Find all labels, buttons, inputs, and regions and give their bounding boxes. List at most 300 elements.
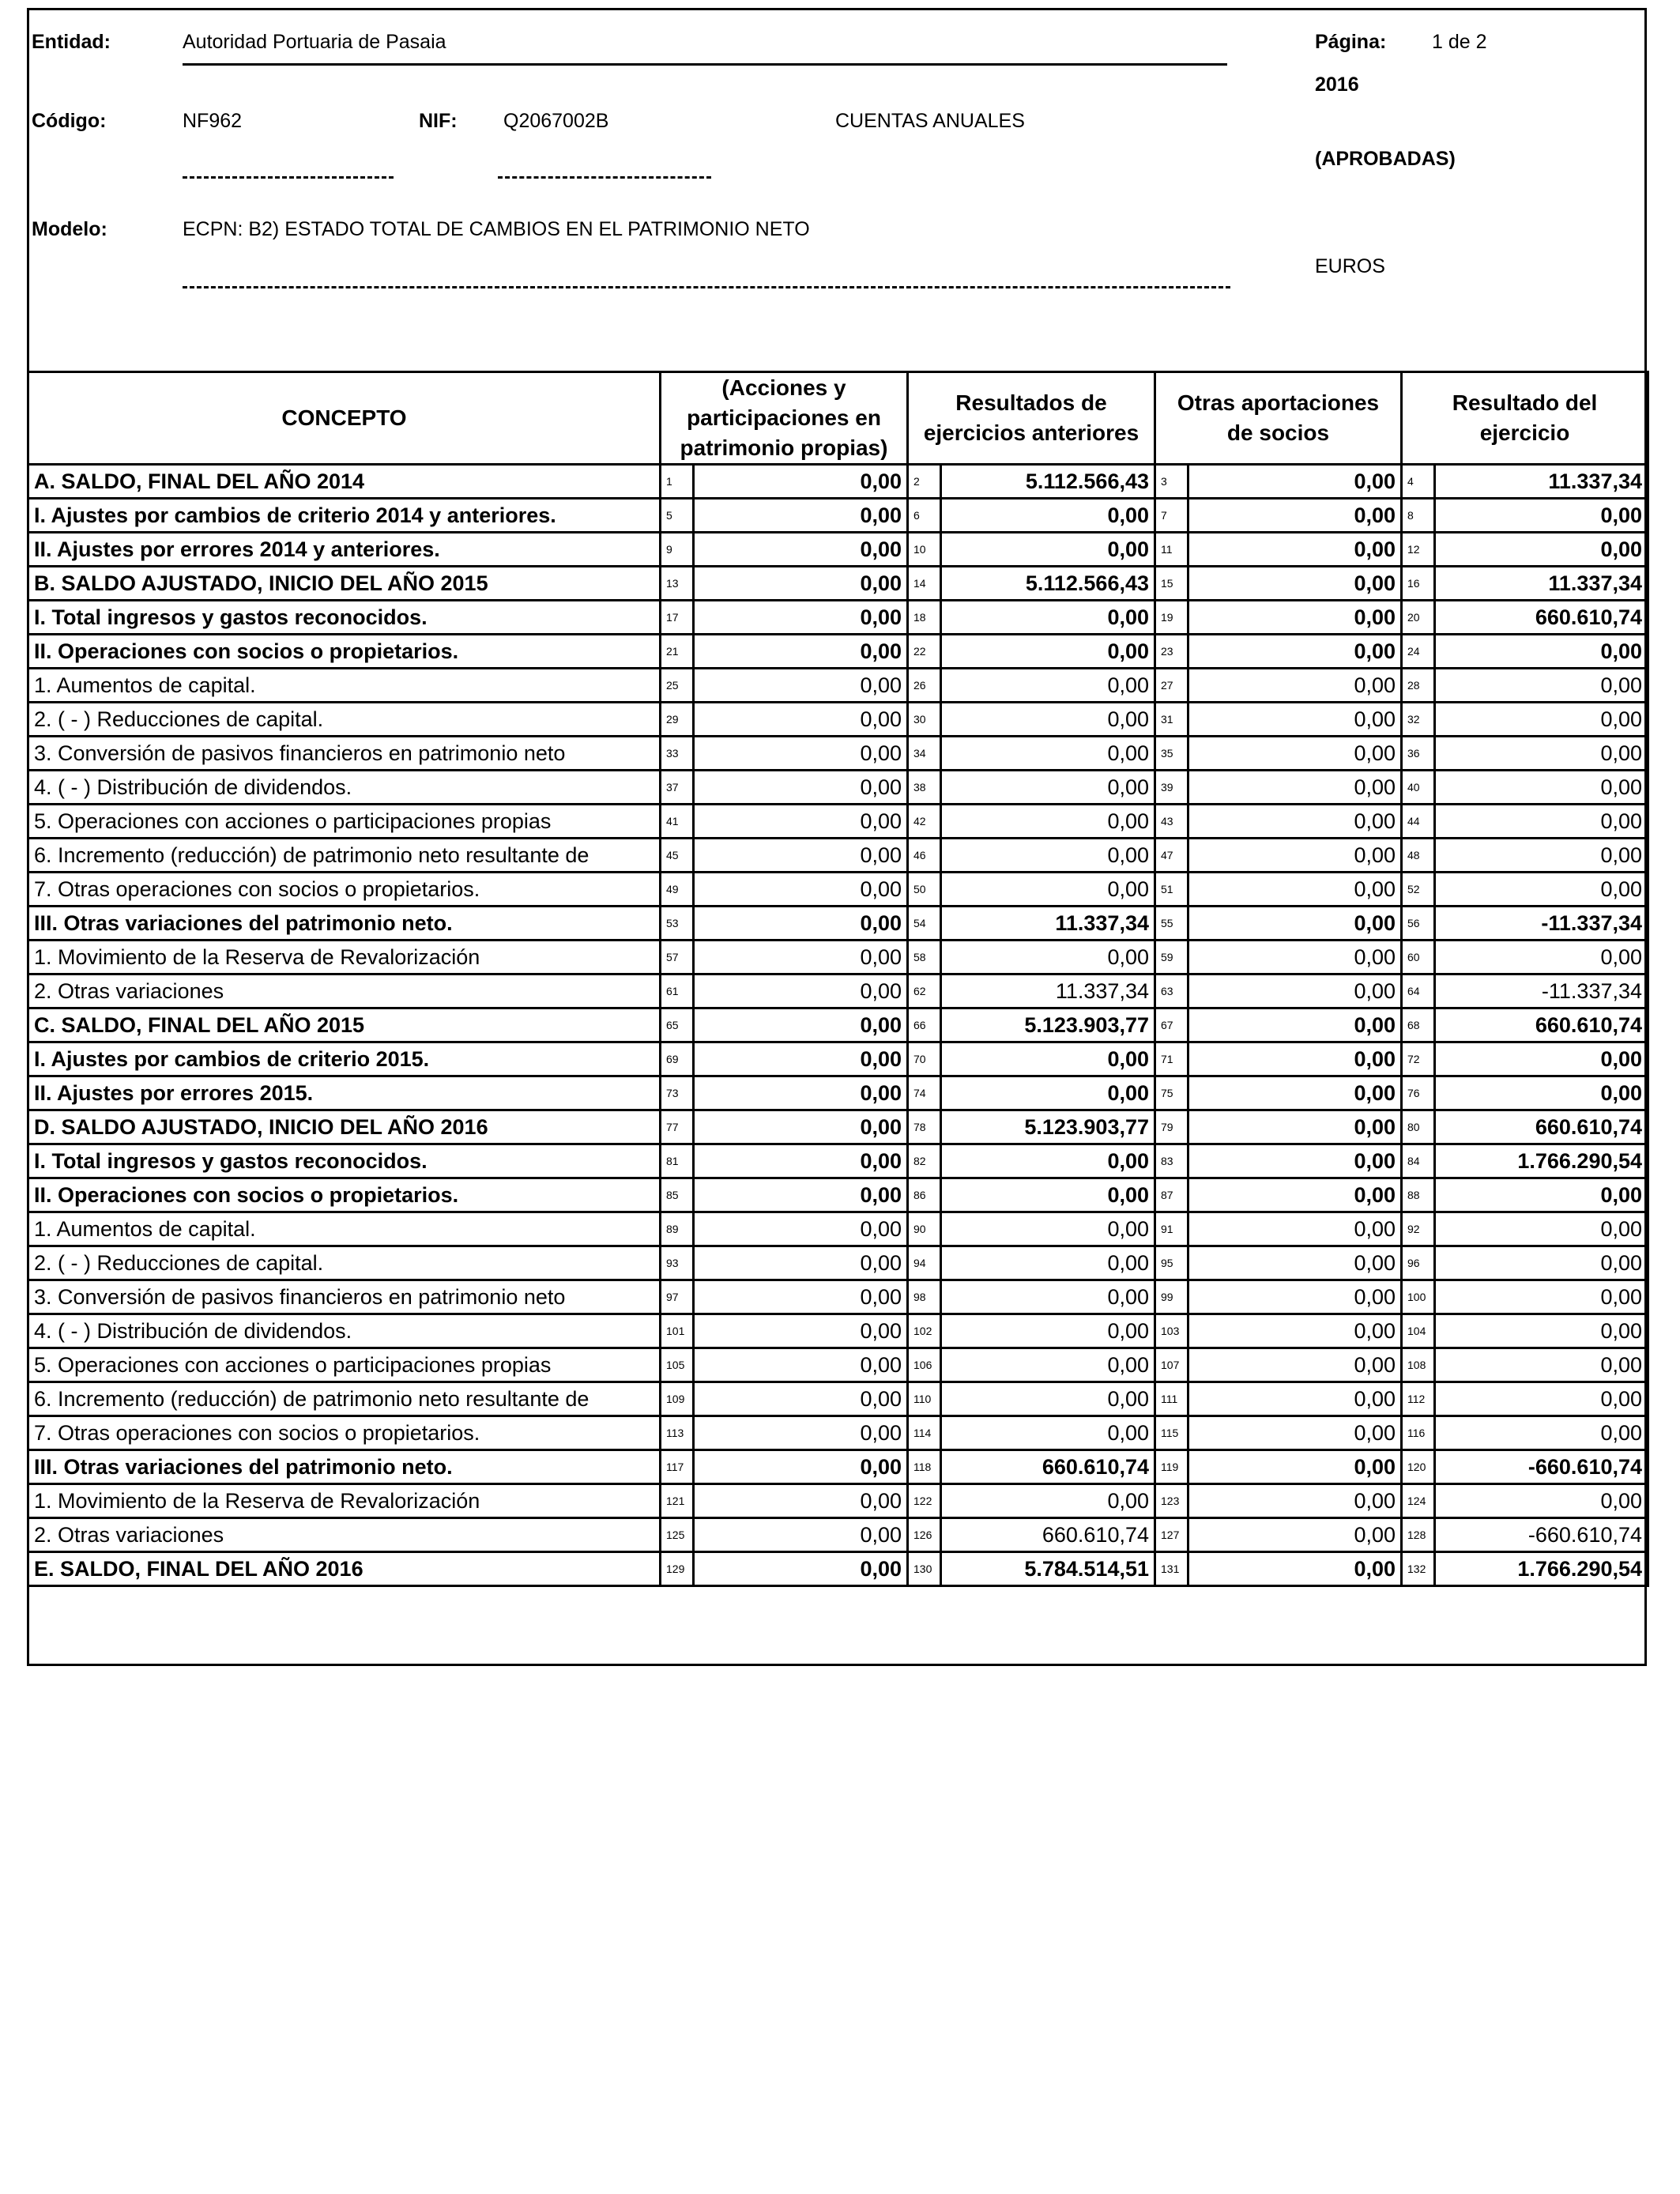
cell-amount: 0,00 — [941, 1484, 1155, 1518]
table-row — [28, 737, 1648, 771]
cell-line-number: 128 — [1402, 1518, 1435, 1552]
cell-line-number: 19 — [1155, 601, 1188, 635]
cell-line-number: 2 — [908, 465, 941, 499]
cell-amount: 0,00 — [1435, 1382, 1648, 1416]
cell-line-number: 22 — [908, 635, 941, 669]
table-row — [28, 839, 1648, 873]
table-row — [28, 533, 1648, 567]
table-row — [28, 635, 1648, 669]
pagina-label: Página: — [1315, 31, 1387, 53]
cell-line-number: 12 — [1402, 533, 1435, 567]
cell-line-number: 29 — [661, 703, 694, 737]
table-row — [28, 1144, 1648, 1178]
cell-amount: 0,00 — [941, 737, 1155, 771]
cell-amount: 0,00 — [1435, 1280, 1648, 1314]
cell-line-number: 39 — [1155, 771, 1188, 805]
cell-line-number: 59 — [1155, 941, 1188, 974]
cell-amount: 0,00 — [941, 1212, 1155, 1246]
row-concept: C. SALDO, FINAL DEL AÑO 2015 — [28, 1008, 661, 1042]
row-concept: I. Ajustes por cambios de criterio 2015. — [28, 1042, 661, 1076]
cell-line-number: 27 — [1155, 669, 1188, 703]
cell-line-number: 56 — [1402, 907, 1435, 941]
cell-amount: 0,00 — [941, 499, 1155, 533]
table-row — [28, 567, 1648, 601]
cell-amount: 0,00 — [1435, 839, 1648, 873]
cell-line-number: 119 — [1155, 1450, 1188, 1484]
row-concept: B. SALDO AJUSTADO, INICIO DEL AÑO 2015 — [28, 567, 661, 601]
cell-line-number: 3 — [1155, 465, 1188, 499]
entidad-value: Autoridad Portuaria de Pasaia — [183, 31, 446, 53]
cell-line-number: 66 — [908, 1008, 941, 1042]
row-concept: 4. ( - ) Distribución de dividendos. — [28, 1314, 661, 1348]
row-concept: II. Ajustes por errores 2015. — [28, 1076, 661, 1110]
row-concept: 2. ( - ) Reducciones de capital. — [28, 1246, 661, 1280]
cell-amount: 660.610,74 — [941, 1450, 1155, 1484]
row-concept: I. Total ingresos y gastos reconocidos. — [28, 1144, 661, 1178]
cell-line-number: 61 — [661, 974, 694, 1008]
cell-amount: 0,00 — [941, 839, 1155, 873]
cell-line-number: 87 — [1155, 1178, 1188, 1212]
cell-amount: 0,00 — [694, 465, 908, 499]
table-row — [28, 1110, 1648, 1144]
cell-amount: 0,00 — [694, 1416, 908, 1450]
table-header-row — [28, 372, 1648, 465]
cell-amount: 11.337,34 — [941, 974, 1155, 1008]
cell-amount: 0,00 — [1435, 499, 1648, 533]
row-concept: III. Otras variaciones del patrimonio neto. — [28, 907, 661, 941]
cell-line-number: 6 — [908, 499, 941, 533]
cell-line-number: 98 — [908, 1280, 941, 1314]
cell-line-number: 100 — [1402, 1280, 1435, 1314]
cell-line-number: 45 — [661, 839, 694, 873]
cell-line-number: 78 — [908, 1110, 941, 1144]
cell-line-number: 82 — [908, 1144, 941, 1178]
cell-amount: 0,00 — [1188, 635, 1402, 669]
cell-line-number: 76 — [1402, 1076, 1435, 1110]
codigo-label: Código: — [32, 110, 107, 132]
cell-line-number: 86 — [908, 1178, 941, 1212]
cell-line-number: 88 — [1402, 1178, 1435, 1212]
cell-line-number: 89 — [661, 1212, 694, 1246]
cell-amount: 0,00 — [941, 1246, 1155, 1280]
table-row — [28, 1552, 1648, 1586]
cell-amount: 0,00 — [1188, 1042, 1402, 1076]
cell-line-number: 104 — [1402, 1314, 1435, 1348]
cell-line-number: 130 — [908, 1552, 941, 1586]
cell-amount: 0,00 — [1435, 1348, 1648, 1382]
cell-amount: 0,00 — [694, 567, 908, 601]
cell-line-number: 46 — [908, 839, 941, 873]
cell-line-number: 132 — [1402, 1552, 1435, 1586]
cell-amount: 0,00 — [1188, 465, 1402, 499]
row-concept: E. SALDO, FINAL DEL AÑO 2016 — [28, 1552, 661, 1586]
table-row — [28, 703, 1648, 737]
cell-amount: 0,00 — [1188, 974, 1402, 1008]
cell-line-number: 117 — [661, 1450, 694, 1484]
cell-amount: 0,00 — [1435, 941, 1648, 974]
cell-line-number: 58 — [908, 941, 941, 974]
cell-line-number: 31 — [1155, 703, 1188, 737]
codigo-value: NF962 — [183, 110, 243, 132]
cell-line-number: 79 — [1155, 1110, 1188, 1144]
cell-amount: 0,00 — [694, 635, 908, 669]
cell-line-number: 54 — [908, 907, 941, 941]
cell-amount: 11.337,34 — [941, 907, 1155, 941]
cell-amount: 0,00 — [694, 1450, 908, 1484]
cell-line-number: 120 — [1402, 1450, 1435, 1484]
cell-amount: 0,00 — [694, 1518, 908, 1552]
cell-amount: 0,00 — [1188, 1314, 1402, 1348]
row-concept: 1. Aumentos de capital. — [28, 669, 661, 703]
cell-line-number: 112 — [1402, 1382, 1435, 1416]
cell-amount: 0,00 — [694, 1484, 908, 1518]
year-label: 2016 — [1315, 74, 1359, 96]
row-concept: II. Ajustes por errores 2014 y anteriores. — [28, 533, 661, 567]
cell-amount: 0,00 — [941, 805, 1155, 839]
cell-line-number: 62 — [908, 974, 941, 1008]
cell-line-number: 9 — [661, 533, 694, 567]
cell-amount: 0,00 — [1435, 1178, 1648, 1212]
cell-amount: 0,00 — [694, 1382, 908, 1416]
cell-amount: 0,00 — [1188, 567, 1402, 601]
cell-amount: 660.610,74 — [941, 1518, 1155, 1552]
header-otras-aportaciones: Otras aportaciones de socios — [1155, 372, 1402, 465]
entidad-underline — [183, 63, 1227, 66]
cell-line-number: 67 — [1155, 1008, 1188, 1042]
cell-line-number: 131 — [1155, 1552, 1188, 1586]
table-row — [28, 1484, 1648, 1518]
cell-line-number: 28 — [1402, 669, 1435, 703]
cell-amount: 0,00 — [694, 499, 908, 533]
cell-amount: 0,00 — [694, 1348, 908, 1382]
cell-amount: 5.123.903,77 — [941, 1008, 1155, 1042]
cell-amount: 660.610,74 — [1435, 1110, 1648, 1144]
cell-line-number: 105 — [661, 1348, 694, 1382]
cell-line-number: 73 — [661, 1076, 694, 1110]
cell-line-number: 81 — [661, 1144, 694, 1178]
cell-amount: -660.610,74 — [1435, 1518, 1648, 1552]
cell-amount: 0,00 — [941, 635, 1155, 669]
cell-line-number: 34 — [908, 737, 941, 771]
table-row — [28, 499, 1648, 533]
cell-amount: 0,00 — [941, 1178, 1155, 1212]
cell-amount: 0,00 — [1435, 873, 1648, 907]
table-body — [28, 465, 1648, 1586]
cell-amount: 0,00 — [941, 941, 1155, 974]
cell-amount: 0,00 — [694, 703, 908, 737]
cell-line-number: 92 — [1402, 1212, 1435, 1246]
cell-amount: 0,00 — [1188, 1450, 1402, 1484]
cell-line-number: 25 — [661, 669, 694, 703]
cell-amount: 0,00 — [694, 1178, 908, 1212]
table-row — [28, 669, 1648, 703]
cell-amount: 0,00 — [694, 1144, 908, 1178]
nif-value: Q2067002B — [503, 110, 609, 132]
cell-line-number: 84 — [1402, 1144, 1435, 1178]
cell-line-number: 52 — [1402, 873, 1435, 907]
row-concept: 3. Conversión de pasivos financieros en patrimonio neto — [28, 1280, 661, 1314]
row-concept: 1. Movimiento de la Reserva de Revalorización — [28, 1484, 661, 1518]
cell-amount: 0,00 — [694, 601, 908, 635]
cell-amount: 0,00 — [941, 771, 1155, 805]
cell-amount: 0,00 — [1188, 1076, 1402, 1110]
cell-line-number: 30 — [908, 703, 941, 737]
row-concept: 2. Otras variaciones — [28, 1518, 661, 1552]
cell-line-number: 85 — [661, 1178, 694, 1212]
table-row — [28, 1212, 1648, 1246]
cell-amount: 0,00 — [1435, 533, 1648, 567]
cell-amount: 0,00 — [694, 941, 908, 974]
cell-amount: 0,00 — [1188, 1518, 1402, 1552]
table-row — [28, 1042, 1648, 1076]
cell-line-number: 95 — [1155, 1246, 1188, 1280]
cell-amount: 0,00 — [941, 1076, 1155, 1110]
cell-line-number: 8 — [1402, 499, 1435, 533]
modelo-value: ECPN: B2) ESTADO TOTAL DE CAMBIOS EN EL PATRIMONIO NETO — [183, 218, 810, 240]
cell-amount: 0,00 — [694, 1076, 908, 1110]
cell-line-number: 126 — [908, 1518, 941, 1552]
table-row — [28, 1314, 1648, 1348]
cell-amount: 0,00 — [1188, 1110, 1402, 1144]
cell-amount: 0,00 — [694, 1212, 908, 1246]
cell-line-number: 72 — [1402, 1042, 1435, 1076]
cell-amount: 0,00 — [1188, 669, 1402, 703]
cell-amount: 0,00 — [694, 771, 908, 805]
cell-line-number: 111 — [1155, 1382, 1188, 1416]
cell-amount: 0,00 — [1188, 533, 1402, 567]
table-row — [28, 1518, 1648, 1552]
header-resultado-ejercicio: Resultado del ejercicio — [1402, 372, 1648, 465]
cell-amount: 0,00 — [1435, 1484, 1648, 1518]
cell-line-number: 70 — [908, 1042, 941, 1076]
modelo-dash-line — [183, 286, 1230, 288]
cell-line-number: 108 — [1402, 1348, 1435, 1382]
cell-amount: 0,00 — [1435, 1246, 1648, 1280]
cell-line-number: 118 — [908, 1450, 941, 1484]
cell-amount: 5.784.514,51 — [941, 1552, 1155, 1586]
cell-line-number: 69 — [661, 1042, 694, 1076]
cell-amount: 0,00 — [1188, 1246, 1402, 1280]
cell-amount: 0,00 — [1435, 669, 1648, 703]
cell-amount: 0,00 — [1188, 601, 1402, 635]
cell-amount: 0,00 — [694, 1110, 908, 1144]
cell-line-number: 38 — [908, 771, 941, 805]
row-concept: 1. Movimiento de la Reserva de Revalorización — [28, 941, 661, 974]
table-row — [28, 974, 1648, 1008]
cell-line-number: 37 — [661, 771, 694, 805]
cell-line-number: 55 — [1155, 907, 1188, 941]
cell-amount: 0,00 — [694, 907, 908, 941]
cell-line-number: 51 — [1155, 873, 1188, 907]
cell-line-number: 5 — [661, 499, 694, 533]
cell-line-number: 24 — [1402, 635, 1435, 669]
cell-line-number: 75 — [1155, 1076, 1188, 1110]
cell-line-number: 43 — [1155, 805, 1188, 839]
cell-amount: 0,00 — [694, 1008, 908, 1042]
cell-amount: 0,00 — [1435, 1416, 1648, 1450]
cell-line-number: 36 — [1402, 737, 1435, 771]
cell-line-number: 47 — [1155, 839, 1188, 873]
cell-line-number: 97 — [661, 1280, 694, 1314]
row-concept: 7. Otras operaciones con socios o propietarios. — [28, 1416, 661, 1450]
row-concept: 2. Otras variaciones — [28, 974, 661, 1008]
cell-amount: 0,00 — [1188, 703, 1402, 737]
cell-amount: 0,00 — [941, 1348, 1155, 1382]
cell-amount: 0,00 — [1435, 1314, 1648, 1348]
cell-line-number: 116 — [1402, 1416, 1435, 1450]
nif-dash-line — [498, 176, 711, 179]
cell-amount: -11.337,34 — [1435, 907, 1648, 941]
table-row — [28, 1416, 1648, 1450]
cell-line-number: 21 — [661, 635, 694, 669]
modelo-label: Modelo: — [32, 218, 107, 240]
row-concept: I. Total ingresos y gastos reconocidos. — [28, 601, 661, 635]
cell-line-number: 129 — [661, 1552, 694, 1586]
cell-line-number: 1 — [661, 465, 694, 499]
cell-line-number: 44 — [1402, 805, 1435, 839]
cell-amount: 5.112.566,43 — [941, 567, 1155, 601]
cell-amount: 0,00 — [1188, 1484, 1402, 1518]
cell-amount: 0,00 — [941, 873, 1155, 907]
pagina-value: 1 de 2 — [1432, 31, 1487, 53]
cell-line-number: 93 — [661, 1246, 694, 1280]
cell-line-number: 14 — [908, 567, 941, 601]
cell-line-number: 71 — [1155, 1042, 1188, 1076]
cell-amount: 0,00 — [1435, 703, 1648, 737]
cell-amount: 660.610,74 — [1435, 1008, 1648, 1042]
row-concept: 1. Aumentos de capital. — [28, 1212, 661, 1246]
cell-line-number: 94 — [908, 1246, 941, 1280]
cell-line-number: 80 — [1402, 1110, 1435, 1144]
table-row — [28, 941, 1648, 974]
cell-line-number: 20 — [1402, 601, 1435, 635]
cell-amount: 0,00 — [1188, 771, 1402, 805]
cell-amount: 5.123.903,77 — [941, 1110, 1155, 1144]
table-row — [28, 1076, 1648, 1110]
cell-line-number: 15 — [1155, 567, 1188, 601]
cell-line-number: 63 — [1155, 974, 1188, 1008]
cell-line-number: 50 — [908, 873, 941, 907]
cell-line-number: 103 — [1155, 1314, 1188, 1348]
row-concept: III. Otras variaciones del patrimonio neto. — [28, 1450, 661, 1484]
cell-line-number: 10 — [908, 533, 941, 567]
cell-line-number: 114 — [908, 1416, 941, 1450]
cell-line-number: 90 — [908, 1212, 941, 1246]
cell-amount: 11.337,34 — [1435, 567, 1648, 601]
cell-amount: 0,00 — [1188, 1416, 1402, 1450]
cell-amount: 0,00 — [1188, 1382, 1402, 1416]
row-concept: 7. Otras operaciones con socios o propietarios. — [28, 873, 661, 907]
cell-line-number: 48 — [1402, 839, 1435, 873]
cell-amount: 0,00 — [1188, 1144, 1402, 1178]
table-row — [28, 805, 1648, 839]
document-header — [27, 8, 1647, 373]
row-concept: 5. Operaciones con acciones o participaciones propias — [28, 1348, 661, 1382]
cell-line-number: 91 — [1155, 1212, 1188, 1246]
cell-line-number: 26 — [908, 669, 941, 703]
cell-line-number: 4 — [1402, 465, 1435, 499]
table-row — [28, 1382, 1648, 1416]
cell-amount: 0,00 — [1435, 771, 1648, 805]
cell-amount: 0,00 — [941, 1382, 1155, 1416]
cell-amount: 0,00 — [694, 839, 908, 873]
table-row — [28, 1178, 1648, 1212]
cell-amount: -660.610,74 — [1435, 1450, 1648, 1484]
cell-line-number: 83 — [1155, 1144, 1188, 1178]
cell-amount: 0,00 — [941, 1144, 1155, 1178]
cell-line-number: 41 — [661, 805, 694, 839]
cell-amount: 0,00 — [694, 974, 908, 1008]
cell-line-number: 106 — [908, 1348, 941, 1382]
cell-line-number: 68 — [1402, 1008, 1435, 1042]
table-row — [28, 1450, 1648, 1484]
row-concept: I. Ajustes por cambios de criterio 2014 y anteriores. — [28, 499, 661, 533]
cell-amount: 0,00 — [941, 1314, 1155, 1348]
cell-line-number: 57 — [661, 941, 694, 974]
cell-amount: 0,00 — [694, 669, 908, 703]
cell-amount: 0,00 — [1435, 737, 1648, 771]
cell-amount: 0,00 — [1188, 1212, 1402, 1246]
cell-line-number: 65 — [661, 1008, 694, 1042]
cell-line-number: 107 — [1155, 1348, 1188, 1382]
table-row — [28, 1348, 1648, 1382]
cell-line-number: 127 — [1155, 1518, 1188, 1552]
cell-amount: 0,00 — [1188, 1552, 1402, 1586]
table-row — [28, 1008, 1648, 1042]
cell-amount: 0,00 — [694, 1314, 908, 1348]
cell-line-number: 99 — [1155, 1280, 1188, 1314]
cell-amount: 0,00 — [941, 703, 1155, 737]
cell-amount: 660.610,74 — [1435, 601, 1648, 635]
row-concept: II. Operaciones con socios o propietarios. — [28, 1178, 661, 1212]
cell-line-number: 123 — [1155, 1484, 1188, 1518]
cell-line-number: 115 — [1155, 1416, 1188, 1450]
row-concept: 5. Operaciones con acciones o participaciones propias — [28, 805, 661, 839]
cell-line-number: 33 — [661, 737, 694, 771]
cell-amount: 0,00 — [941, 1416, 1155, 1450]
cell-line-number: 77 — [661, 1110, 694, 1144]
table-row — [28, 771, 1648, 805]
cell-line-number: 11 — [1155, 533, 1188, 567]
cell-line-number: 124 — [1402, 1484, 1435, 1518]
row-concept: 4. ( - ) Distribución de dividendos. — [28, 771, 661, 805]
cell-line-number: 40 — [1402, 771, 1435, 805]
cell-amount: 0,00 — [1435, 1212, 1648, 1246]
table-row — [28, 1246, 1648, 1280]
cell-line-number: 60 — [1402, 941, 1435, 974]
cell-amount: 0,00 — [694, 805, 908, 839]
nif-label: NIF: — [419, 110, 458, 132]
cell-amount: 11.337,34 — [1435, 465, 1648, 499]
cell-amount: 0,00 — [694, 873, 908, 907]
entidad-label: Entidad: — [32, 31, 111, 53]
table-row — [28, 1280, 1648, 1314]
table-row — [28, 465, 1648, 499]
row-concept: 6. Incremento (reducción) de patrimonio neto resultante de — [28, 839, 661, 873]
cell-amount: 0,00 — [1188, 737, 1402, 771]
cell-amount: 0,00 — [1435, 805, 1648, 839]
cell-amount: 0,00 — [1435, 1076, 1648, 1110]
cell-amount: 0,00 — [1435, 635, 1648, 669]
cell-amount: 0,00 — [1188, 907, 1402, 941]
cell-amount: 0,00 — [1188, 873, 1402, 907]
cell-line-number: 16 — [1402, 567, 1435, 601]
row-concept: 2. ( - ) Reducciones de capital. — [28, 703, 661, 737]
cell-amount: 0,00 — [1188, 499, 1402, 533]
row-concept: 6. Incremento (reducción) de patrimonio neto resultante de — [28, 1382, 661, 1416]
cell-amount: 0,00 — [1188, 1280, 1402, 1314]
cell-amount: 0,00 — [694, 737, 908, 771]
